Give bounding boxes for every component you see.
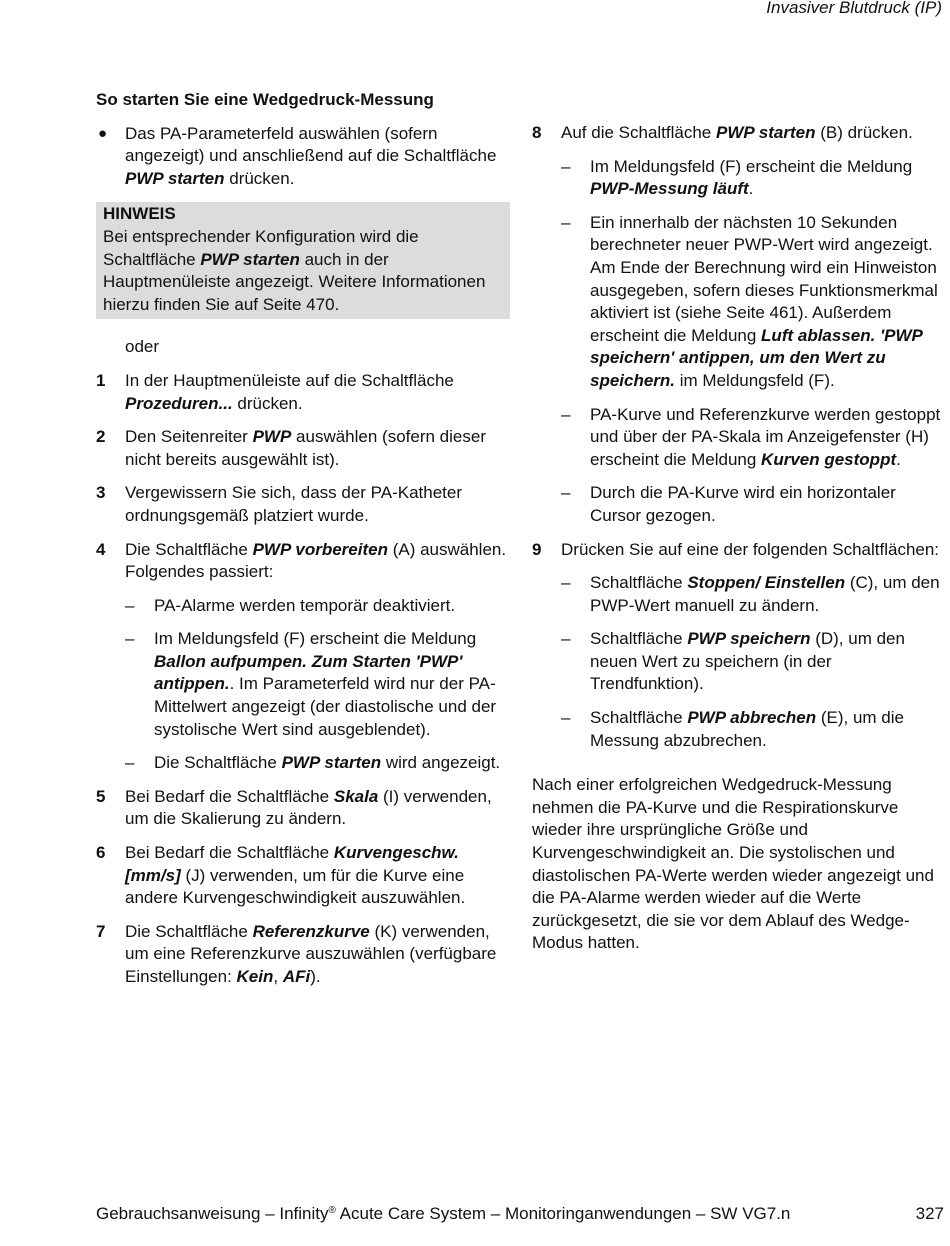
step-1: 1 In der Hauptmenüleiste auf die Schaltfläche Prozeduren... drücken. [96,370,454,413]
step-number: 4 [96,539,106,559]
step-5: 5 Bei Bedarf die Schaltfläche Skala (I) verwenden, um die Skalierung zu ändern. [96,786,492,829]
page-number: 327 [915,1204,944,1223]
step-number: 3 [96,483,106,503]
footer-text: Gebrauchsanweisung – Infinity® Acute Care System – Monitoringanwendungen – SW VG7.n [96,1204,791,1223]
dash-icon: – [125,753,135,773]
step-number: 8 [532,123,542,142]
sub-item: – Im Meldungsfeld (F) erscheint die Meldung Ballon aufpumpen. Zum Starten 'PWP' antippen.. Im Parameterfeld wird nur der PA-Mittelwert angezeigt (der diastolische und der systolische Wert sind ausgeblendet). [125,629,497,739]
step-8: 8 Auf die Schaltfläche PWP starten (B) drücken. – Im Meldungsfeld (F) erscheint die Meldung PWP-Messung läuft. – Ein innerhalb der nächsten 10 Sekunden berechneter neuer PWP-Wert wird angezeigt. Am Ende der Berechnung wird ein Hinweiston ausgegeben, sofern dieses Funktionsmerkmal aktiviert ist (siehe Seite 461). Außerdem erscheint die Meldung Luft ablassen. 'PWP speichern' antippen, um den Wert zu speichern. im Meldungsfeld (F). – PA-Kurve und Referenzkurve werden gestoppt und über der PA-Skala im Anzeigefenster (H) erscheint die Meldung Kurven gestoppt. – Durch die PA-Kurve wird ein horizontaler Cursor gezogen. [532,122,944,528]
step-number: 2 [96,427,106,447]
step-number: 6 [96,843,106,863]
step-3: 3 Vergewissern Sie sich, dass der PA-Katheter ordnungsgemäß platziert wurde. [96,483,463,525]
page-footer [96,1203,944,1226]
note-title: HINWEIS [103,204,176,224]
dash-icon: – [561,156,571,176]
left-column [96,89,510,1000]
sub-item: – Ein innerhalb der nächsten 10 Sekunden berechneter neuer PWP-Wert wird angezeigt. Am Ende der Berechnung wird ein Hinweiston ausgegeben, sofern dieses Funktionsmerkmal aktiviert ist (siehe Seite 461). Außerdem erscheint die Meldung Luft ablassen. 'PWP speichern' antippen, um den Wert zu speichern. im Meldungsfeld (F). [561,212,938,390]
dash-icon: – [561,629,571,649]
dash-icon: – [561,483,571,503]
oder-text: oder [125,337,160,357]
step-2: 2 Den Seitenreiter PWP auswählen (sofern dieser nicht bereits ausgewählt ist). [96,427,486,469]
step-number: 9 [532,539,542,559]
dash-icon: – [125,629,135,649]
bullet-icon: ● [98,124,108,142]
sub-item: – Schaltfläche PWP speichern (D), um den neuen Wert zu speichern (in der Trendfunktion). [561,629,905,694]
intro-bullet: ● Das PA-Parameterfeld auswählen (sofern angezeigt) und anschließend auf die Schaltfläche PWP starten drücken. [98,123,497,188]
dash-icon: – [125,595,135,615]
sub-item: – PA-Kurve und Referenzkurve werden gestoppt und über der PA-Skala im Anzeigefenster (H) erscheint die Meldung Kurven gestoppt. [561,404,941,469]
dash-icon: – [561,573,571,593]
step-number: 5 [96,786,106,806]
sub-item: – Schaltfläche Stoppen/ Einstellen (C), um den PWP-Wert manuell zu ändern. [561,573,940,615]
sub-item: – Die Schaltfläche PWP starten wird angezeigt. [125,752,510,775]
sub-item: – PA-Alarme werden temporär deaktiviert. [125,595,510,618]
note-text: Bei entsprechender Konfiguration wird die Schaltfläche PWP starten auch in der Hauptmenüleiste angezeigt. Weitere Informationen hierzu finden Sie auf Seite 470. [103,226,486,314]
sub-item: – Schaltfläche PWP abbrechen (E), um die Messung abzubrechen. [561,708,904,750]
closing-paragraph: Nach einer erfolgreichen Wedgedruck-Messung nehmen die PA-Kurve und die Respirationskurve wieder ihre ursprüngliche Größe und Kurvengeschwindigkeit an. Die systolischen und diastolischen PA-Werte werden wieder angezeigt und die PA-Alarme werden wieder auf die Werte zurückgesetzt, die sie vor dem Ablauf des Wedge-Modus hatten. [532,775,934,953]
step-9: 9 Drücken Sie auf eine der folgenden Schaltflächen: – Schaltfläche Stoppen/ Einstellen (C), um den PWP-Wert manuell zu ändern. – Schaltfläche PWP speichern (D), um den neuen Wert zu speichern (in der Trendfunktion). – Schaltfläche PWP abbrechen (E), um die Messung abzubrechen. [532,539,944,753]
step-7: 7 Die Schaltfläche Referenzkurve (K) verwenden, um eine Referenzkurve auszuwählen (verfügbare Einstellungen: Kein, AFi). [96,921,497,986]
running-header: Invasiver Blutdruck (IP) [766,0,942,17]
dash-icon: – [561,404,571,424]
sub-item: – Durch die PA-Kurve wird ein horizontaler Cursor gezogen. [561,483,896,525]
section-title: So starten Sie eine Wedgedruck-Messung [96,90,434,109]
note-box [96,202,510,319]
sub-item: – Im Meldungsfeld (F) erscheint die Meldung PWP-Messung läuft. [561,156,913,199]
step-4: 4 Die Schaltfläche PWP vorbereiten (A) auswählen. Folgendes passiert: – PA-Alarme werden temporär deaktiviert. – Im Meldungsfeld (F) erscheint die Meldung Ballon aufpumpen. Zum Starten 'PWP' antippen.. Im Parameterfeld wird nur der PA-Mittelwert angezeigt (der diastolische und der systolische Wert sind ausgeblendet). – Die Schaltfläche PWP starten wird angezeigt. [96,539,510,775]
right-column [532,122,944,955]
dash-icon: – [561,708,571,728]
dash-icon: – [561,212,571,232]
step-number: 7 [96,921,106,941]
step-6: 6 Bei Bedarf die Schaltfläche Kurvengeschw. [mm/s] (J) verwenden, um für die Kurve eine andere Kurvengeschwindigkeit auszuwählen. [96,843,466,908]
step-number: 1 [96,370,106,390]
